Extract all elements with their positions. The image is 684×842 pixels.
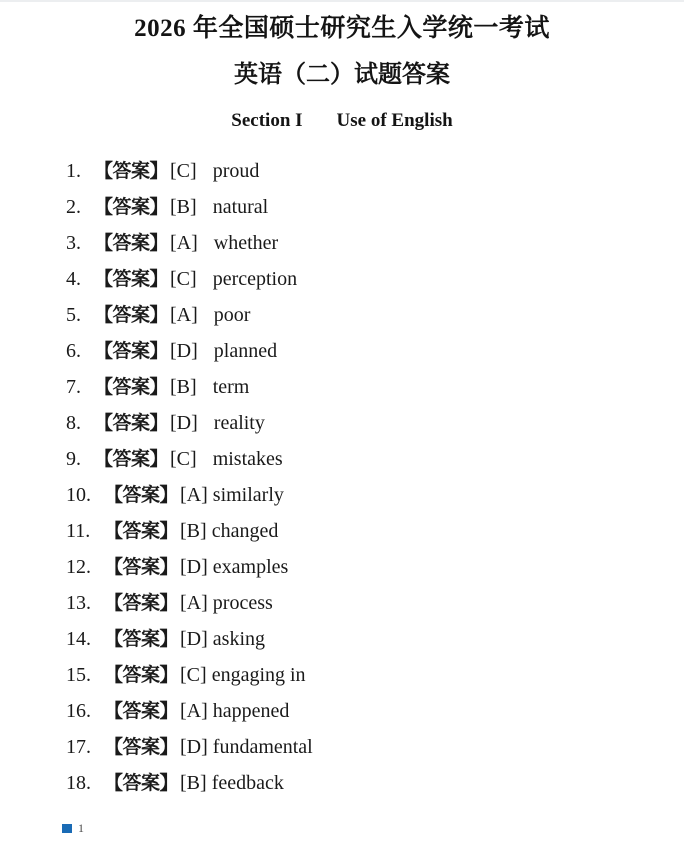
answer-tag: 【答案】	[94, 412, 169, 434]
answer-choice: [A]	[180, 700, 208, 722]
answer-tag: 【答案】	[94, 340, 169, 362]
answer-tag: 【答案】	[94, 304, 169, 326]
answer-number: 18.	[66, 772, 91, 794]
answer-row	[0, 585, 684, 621]
answer-tag: 【答案】	[104, 520, 179, 542]
answer-word: term	[212, 376, 250, 398]
page-number: 1	[78, 821, 84, 835]
document-subtitle: 英语（二）试题答案	[234, 62, 450, 88]
answer-choice: [A]	[180, 592, 208, 614]
answer-tag: 【答案】	[104, 700, 179, 722]
answer-key-list	[0, 153, 684, 801]
answer-row	[0, 729, 684, 765]
answer-tag: 【答案】	[94, 448, 169, 470]
answer-word: feedback	[211, 772, 284, 794]
answer-word: reality	[213, 412, 265, 434]
answer-number: 6.	[66, 340, 81, 362]
answer-row	[0, 657, 684, 693]
answer-row	[0, 477, 684, 513]
answer-tag: 【答案】	[104, 772, 179, 794]
answer-word: natural	[212, 196, 269, 218]
answer-choice: [D]	[180, 556, 208, 578]
answer-row	[0, 513, 684, 549]
answer-word: changed	[211, 520, 279, 542]
answer-number: 11.	[66, 520, 91, 542]
answer-choice: [B]	[170, 376, 197, 398]
answer-choice: [D]	[170, 412, 198, 434]
answer-tag: 【答案】	[104, 556, 179, 578]
answer-choice: [C]	[170, 160, 197, 182]
answer-row	[0, 189, 684, 225]
answer-word: mistakes	[212, 448, 283, 470]
answer-choice: [A]	[170, 232, 198, 254]
answer-choice: [A]	[180, 484, 208, 506]
answer-choice: [B]	[170, 196, 197, 218]
answer-row	[0, 549, 684, 585]
answer-word: proud	[212, 160, 260, 182]
answer-number: 1.	[66, 160, 81, 182]
answer-word: planned	[213, 340, 278, 362]
answer-row	[0, 333, 684, 369]
answer-choice: [B]	[180, 520, 207, 542]
answer-number: 5.	[66, 304, 81, 326]
answer-word: fundamental	[212, 736, 313, 758]
answer-tag: 【答案】	[104, 628, 179, 650]
answer-number: 12.	[66, 556, 91, 578]
answer-tag: 【答案】	[104, 484, 179, 506]
answer-word: perception	[212, 268, 298, 290]
answer-word: examples	[212, 556, 289, 578]
answer-word: engaging in	[211, 664, 306, 686]
answer-row	[0, 405, 684, 441]
answer-row	[0, 261, 684, 297]
answer-word: poor	[213, 304, 251, 326]
answer-number: 9.	[66, 448, 81, 470]
answer-tag: 【答案】	[94, 268, 169, 290]
answer-tag: 【答案】	[94, 232, 169, 254]
answer-choice: [A]	[170, 304, 198, 326]
answer-choice: [C]	[180, 664, 207, 686]
answer-row	[0, 153, 684, 189]
page-footer	[62, 821, 84, 836]
answer-row	[0, 441, 684, 477]
answer-tag: 【答案】	[94, 376, 169, 398]
document-header	[0, 0, 684, 133]
answer-row	[0, 621, 684, 657]
answer-number: 8.	[66, 412, 81, 434]
square-marker-icon	[62, 824, 72, 833]
answer-row	[0, 765, 684, 801]
section-heading	[0, 109, 684, 133]
answer-row	[0, 369, 684, 405]
answer-word: whether	[213, 232, 279, 254]
page-top-rule	[0, 0, 684, 2]
answer-number: 14.	[66, 628, 91, 650]
answer-word: process	[212, 592, 273, 614]
answer-tag: 【答案】	[104, 736, 179, 758]
answer-row	[0, 225, 684, 261]
document-title: 2026 年全国硕士研究生入学统一考试	[134, 15, 550, 42]
answer-number: 15.	[66, 664, 91, 686]
answer-tag: 【答案】	[104, 664, 179, 686]
answer-number: 7.	[66, 376, 81, 398]
answer-choice: [B]	[180, 772, 207, 794]
answer-choice: [D]	[180, 628, 208, 650]
answer-number: 10.	[66, 484, 91, 506]
answer-number: 4.	[66, 268, 81, 290]
answer-number: 16.	[66, 700, 91, 722]
section-label: Section I	[231, 110, 303, 131]
section-name: Use of English	[336, 110, 453, 131]
answer-number: 13.	[66, 592, 91, 614]
answer-row	[0, 693, 684, 729]
answer-number: 2.	[66, 196, 81, 218]
answer-number: 17.	[66, 736, 91, 758]
answer-tag: 【答案】	[94, 160, 169, 182]
answer-word: asking	[212, 628, 265, 650]
answer-word: happened	[212, 700, 290, 722]
answer-row	[0, 297, 684, 333]
answer-choice: [C]	[170, 448, 197, 470]
answer-word: similarly	[212, 484, 284, 506]
answer-number: 3.	[66, 232, 81, 254]
answer-tag: 【答案】	[104, 592, 179, 614]
answer-tag: 【答案】	[94, 196, 169, 218]
answer-choice: [D]	[170, 340, 198, 362]
answer-choice: [C]	[170, 268, 197, 290]
answer-choice: [D]	[180, 736, 208, 758]
